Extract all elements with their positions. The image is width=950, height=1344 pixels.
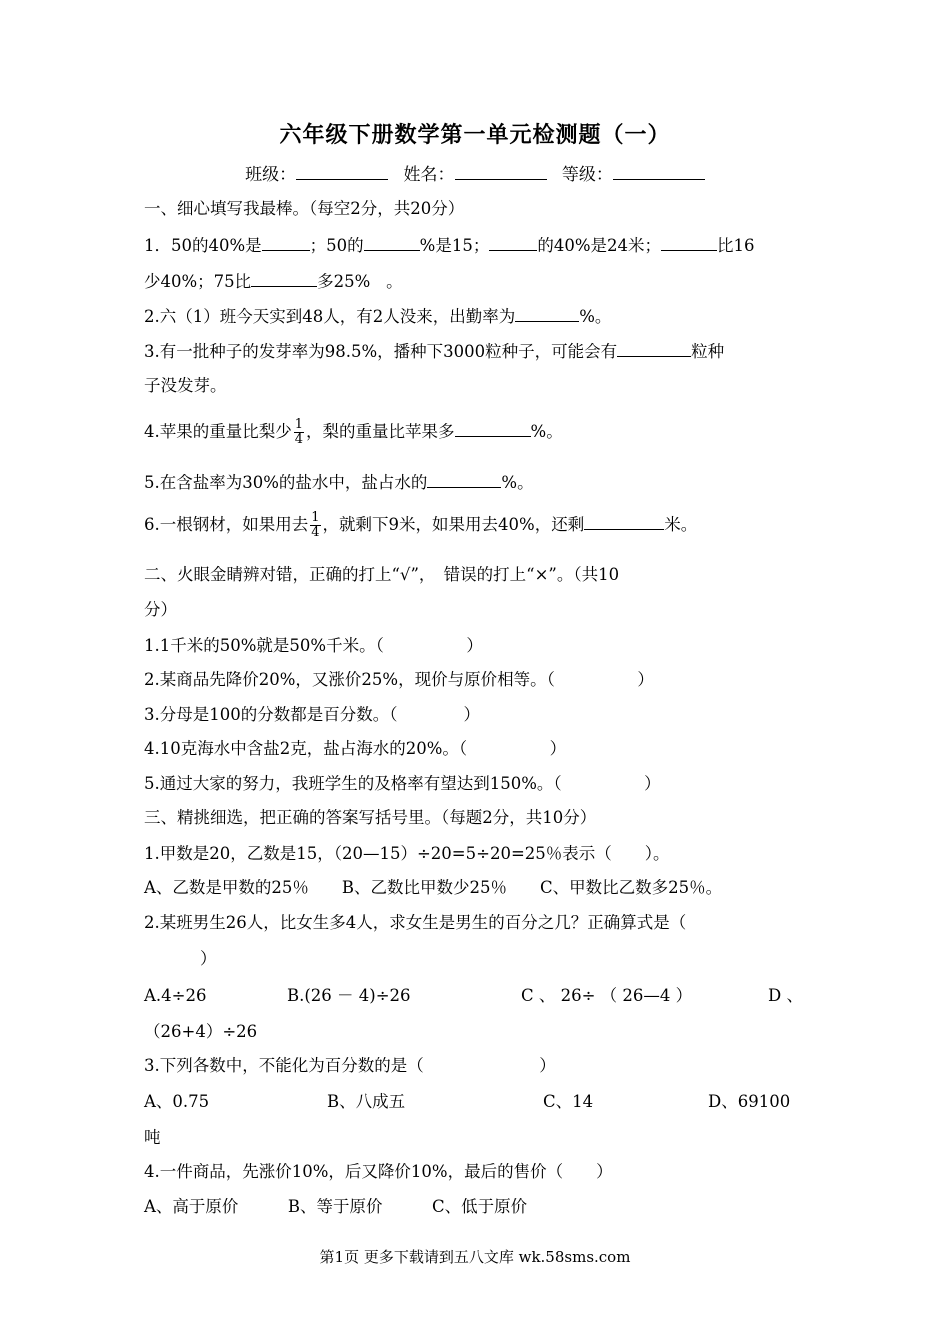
s1-q1-text-c: %是15；	[419, 236, 490, 255]
s1-q1-text-e: 比16	[717, 236, 755, 255]
section2-header: 二、火眼金睛辨对错，正确的打上“√”， 错误的打上“×”。（共10	[144, 565, 620, 584]
s1-q6-text-c: 米。	[664, 515, 698, 534]
s3-question-3: 3.下列各数中，不能化为百分数的是（ ）	[144, 1056, 556, 1075]
s1-q1-blank-5[interactable]	[251, 269, 317, 287]
s1-q3-text-a: 3.有一批种子的发芽率为98.5%，播种下3000粒种子，可能会有	[144, 342, 618, 361]
fraction-numerator: 1	[311, 510, 320, 525]
grade-blank[interactable]	[613, 163, 705, 180]
s3-q2-option-b: B.(26 － 4)÷26	[287, 986, 411, 1005]
s1-q6-text-b: ，就剩下9米，如果用去40%，还剩	[322, 515, 585, 534]
s1-q2-blank[interactable]	[515, 304, 579, 322]
s3-question-4-options: A、高于原价 B、等于原价 C、低于原价	[144, 1197, 528, 1216]
s1-question-5	[144, 470, 534, 494]
section2-header-cont: 分）	[144, 600, 177, 619]
s2-question-5: 5.通过大家的努力，我班学生的及格率有望达到150%。（ ）	[144, 774, 661, 793]
page-title: 六年级下册数学第一单元检测题（一）	[279, 122, 671, 148]
fraction-one-quarter	[310, 511, 320, 540]
s3-q3-option-d: D、69100	[708, 1092, 791, 1111]
s3-question-2: 2.某班男生26人，比女生多4人，求女生是男生的百分之几？正确算式是（	[144, 913, 687, 932]
section1-header: 一、细心填写我最棒。（每空2分，共20分）	[144, 199, 465, 218]
s2-question-3: 3.分母是100的分数都是百分数。（ ）	[144, 705, 480, 724]
s1-q1-text-g: 多25%	[317, 272, 371, 291]
page-footer: 第1页 更多下载请到五八文库 wk.58sms.com	[319, 1248, 631, 1266]
s1-question-1-cont	[144, 269, 403, 293]
s1-q5-blank[interactable]	[427, 470, 501, 488]
class-blank[interactable]	[296, 163, 388, 180]
s3-question-4: 4.一件商品，先涨价10%，后又降价10%，最后的售价（ ）	[144, 1162, 613, 1181]
s3-question-2-close: ）	[200, 949, 217, 968]
s1-q1-text-d: 的40%是24米；	[537, 236, 662, 255]
s1-q4-text-b: ，梨的重量比苹果多	[306, 422, 455, 441]
s3-q3-option-c: C、14	[543, 1092, 594, 1111]
s1-q2-text-a: 2.六（1）班今天实到48人，有2人没来，出勤率为	[144, 307, 516, 326]
s1-q6-text-a: 6.一根钢材，如果用去	[144, 515, 309, 534]
s1-q4-text-a: 4.苹果的重量比梨少	[144, 422, 292, 441]
s3-q3-option-b: B、八成五	[327, 1092, 406, 1111]
s1-q5-text-b: %。	[501, 473, 534, 492]
s1-q1-blank-3[interactable]	[489, 233, 537, 251]
s1-q5-text-a: 5.在含盐率为30%的盐水中，盐占水的	[144, 473, 428, 492]
student-info-row	[0, 160, 950, 185]
s2-question-4: 4.10克海水中含盐2克，盐占海水的20%。（ ）	[144, 739, 567, 758]
s1-q3-blank[interactable]	[617, 339, 691, 357]
s1-q2-text-b: %。	[579, 307, 612, 326]
s3-q2-option-d-cont: （26+4）÷26	[144, 1022, 258, 1041]
s3-q3-option-d-cont: 吨	[144, 1128, 161, 1147]
s1-question-6	[144, 511, 697, 540]
s3-q2-option-a: A.4÷26	[144, 986, 207, 1005]
s1-question-3-cont: 子没发芽。	[144, 376, 227, 395]
s1-question-4	[144, 418, 563, 447]
s1-q1-text-a: 1．50的40%是	[144, 236, 262, 255]
s1-q1-text-f: 少40%；75比	[144, 272, 252, 291]
name-blank[interactable]	[455, 163, 547, 180]
s3-q3-option-a: A、0.75	[144, 1092, 210, 1111]
s3-q2-option-c: C 、 26÷ （ 26—4 ）	[521, 986, 693, 1005]
s1-q1-text-b: ；50的	[309, 236, 364, 255]
s3-question-1-options: A、乙数是甲数的25％ B、乙数比甲数少25％ C、甲数比乙数多25％。	[144, 878, 723, 897]
s1-q4-text-c: %。	[530, 422, 563, 441]
s3-question-1: 1.甲数是20，乙数是15，（20—15）÷20=5÷20=25％表示（ ）。	[144, 844, 670, 863]
s1-question-2	[144, 304, 611, 328]
fraction-denominator: 4	[294, 432, 304, 447]
grade-label: 等级：	[561, 165, 613, 185]
s1-q1-blank-4[interactable]	[661, 233, 717, 251]
s1-q6-blank[interactable]	[584, 512, 664, 530]
name-label: 姓名：	[403, 165, 455, 185]
s1-q3-text-b: 粒种	[691, 342, 725, 361]
s2-question-1: 1.1千米的50%就是50%千米。（ ）	[144, 636, 483, 655]
s2-question-2: 2.某商品先降价20%，又涨价25%，现价与原价相等。（ ）	[144, 670, 654, 689]
s1-q1-text-h: 。	[386, 272, 403, 291]
fraction-denominator: 4	[311, 525, 320, 540]
s1-q4-blank[interactable]	[455, 419, 531, 437]
s1-question-1	[144, 233, 755, 257]
s1-q1-blank-2[interactable]	[364, 233, 420, 251]
s1-q1-blank-1[interactable]	[262, 233, 310, 251]
class-label: 班级：	[245, 165, 297, 185]
s3-q2-option-d: D 、	[768, 986, 803, 1005]
fraction-numerator: 1	[294, 417, 304, 432]
s1-question-3	[144, 339, 724, 363]
section3-header: 三、精挑细选，把正确的答案写括号里。（每题2分，共10分）	[144, 808, 597, 827]
fraction-one-quarter	[294, 418, 304, 447]
